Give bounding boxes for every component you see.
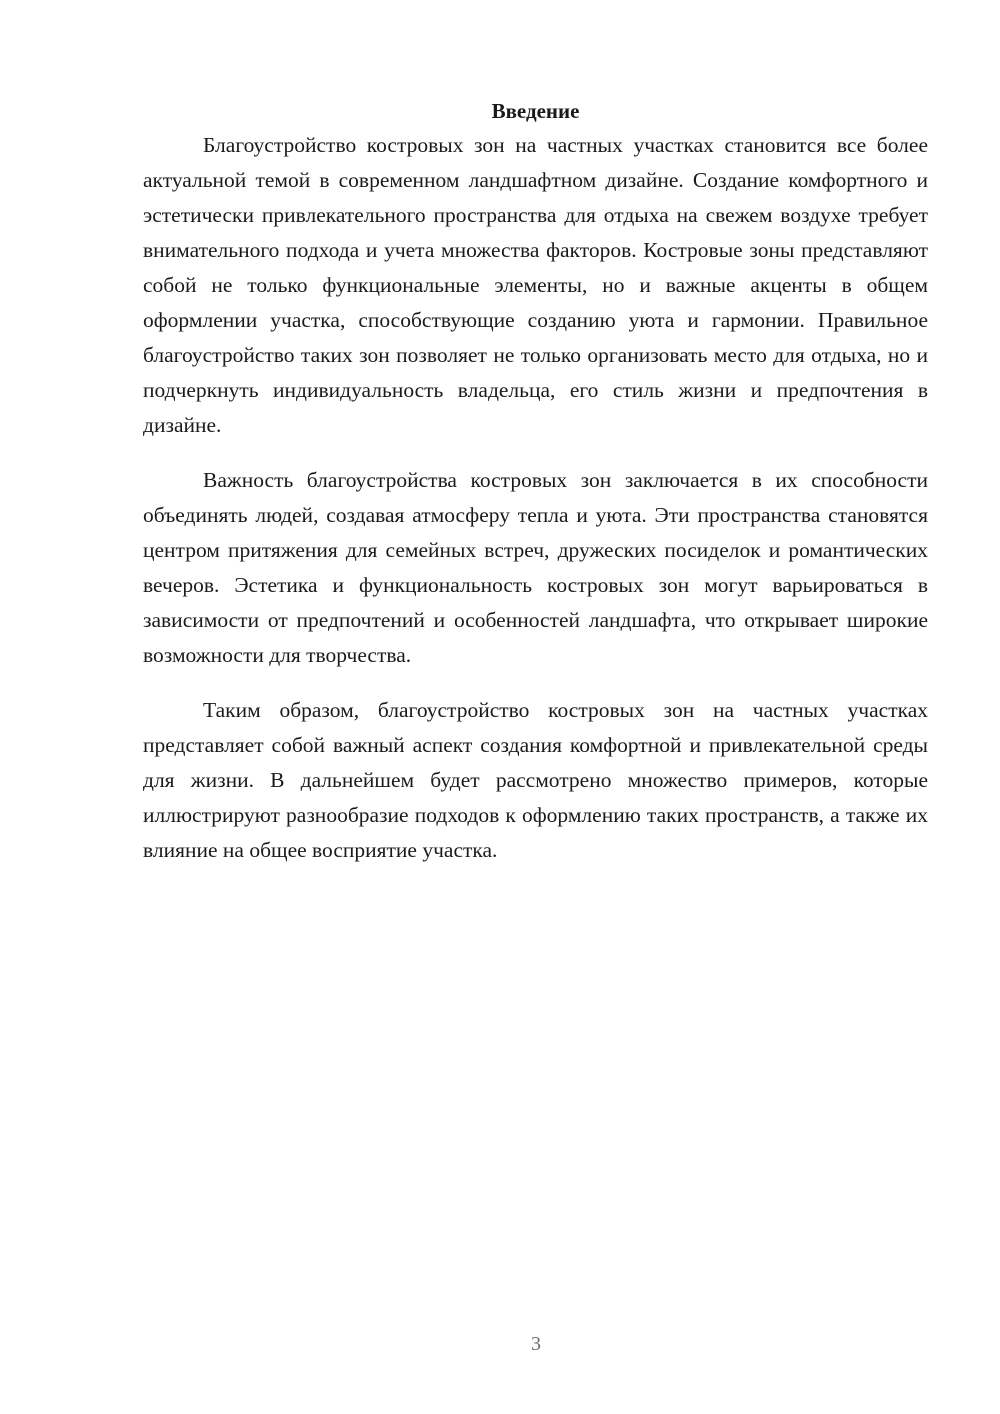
paragraph-3: Таким образом, благоустройство костровых зон на частных участках представляет собой важный аспект создания комфортной и привлекательной среды для жизни. В дальнейшем будет рассмотрено множество примеров, которые иллюстрируют разнообразие подходов к оформлению таких пространств, а также их влияние на общее восприятие участка. bbox=[143, 698, 928, 862]
page-body bbox=[143, 96, 928, 888]
page-number: 3 bbox=[531, 1333, 541, 1355]
paragraph-1: Благоустройство костровых зон на частных участках становится все более актуальной темой в современном ландшафтном дизайне. Создание комфортного и эстетически привлекательного пространства для отдыха на свежем воздухе требует внимательного подхода и учета множества факторов. Костровые зоны представляют собой не только функциональные элементы, но и важные акценты в общем оформлении участка, способствующие созданию уюта и гармонии. Правильное благоустройство таких зон позволяет не только организовать место для отдыха, но и подчеркнуть индивидуальность владельца, его стиль жизни и предпочтения в дизайне. bbox=[143, 133, 928, 437]
paragraph-2: Важность благоустройства костровых зон заключается в их способности объединять людей, создавая атмосферу тепла и уюта. Эти пространства становятся центром притяжения для семейных встреч, дружеских посиделок и романтических вечеров. Эстетика и функциональность костровых зон могут варьироваться в зависимости от предпочтений и особенностей ландшафта, что открывает широкие возможности для творчества. bbox=[143, 468, 928, 667]
section-title: Введение bbox=[491, 99, 580, 123]
